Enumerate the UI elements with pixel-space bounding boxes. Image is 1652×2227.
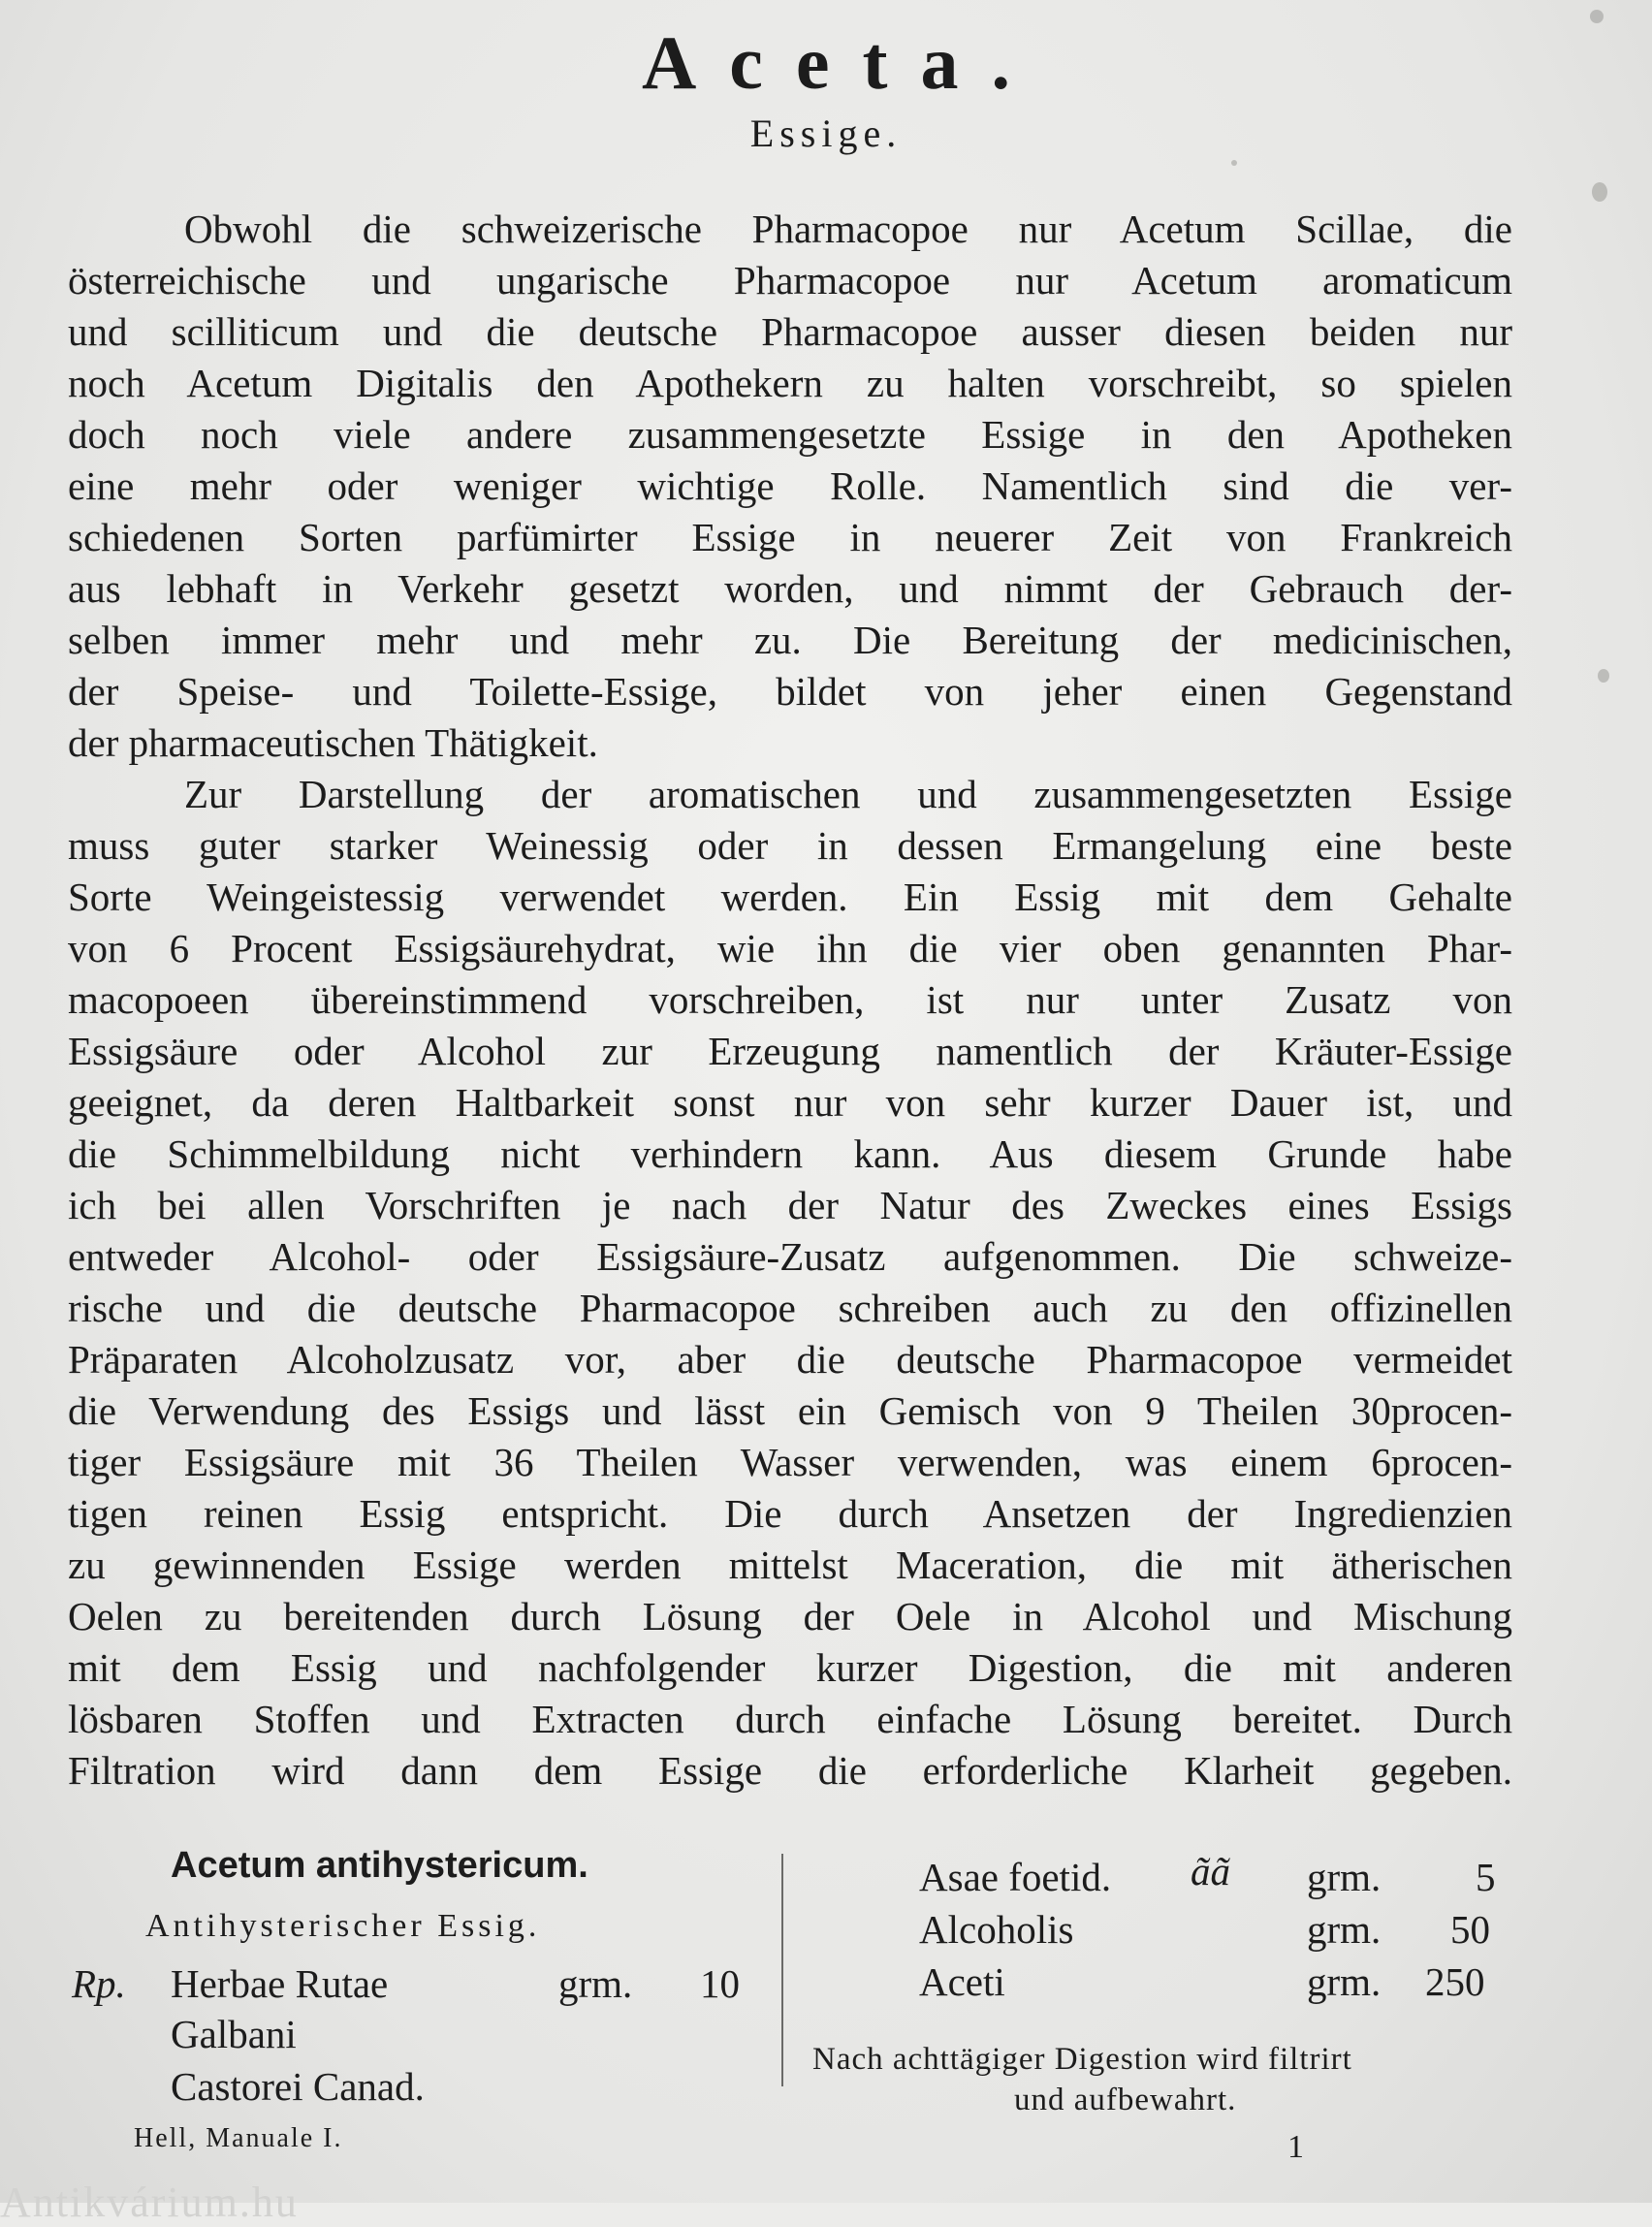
text-line: tiger Essigsäure mit 36 Theilen Wasser verwenden, was einem 6procen- [68,1440,1512,1484]
text-line: der Speise- und Toilette-Essige, bildet von jeher einen Gegenstand [68,669,1512,714]
text-line: doch noch viele andere zusammengesetzte Essige in den Apotheken [68,412,1512,457]
ingredient-unit: grm. [1307,1907,1382,1952]
text-line: österreichische und ungarische Pharmacopoe nur Acetum aromaticum [68,258,1512,302]
rp-mark: Rp. [72,1961,126,2006]
text-line: die Schimmelbildung nicht verhindern kann. Aus diesem Grunde habe [68,1131,1512,1176]
text-line: mit dem Essig und nachfolgender kurzer Digestion, die mit anderen [68,1645,1512,1690]
ingredient-qty: 10 [700,1961,740,2006]
text-line: schiedenen Sorten parfümirter Essige in neuerer Zeit von Frankreich [68,515,1512,559]
text-line: tigen reinen Essig entspricht. Die durch Ansetzen der Ingredienzien [68,1491,1512,1536]
text-line: die Verwendung des Essigs und lässt ein Gemisch von 9 Theilen 30procen- [68,1388,1512,1433]
ingredient-name: Castorei Canad. [171,2064,425,2109]
text-line: Präparaten Alcoholzusatz vor, aber die deutsche Pharmacopoe vermeidet [68,1337,1512,1382]
text-line: Essigsäure oder Alcohol zur Erzeugung namentlich der Kräuter-Essige [68,1029,1512,1073]
recipe-subtitle: Antihysterischer Essig. [145,1908,541,1944]
text-line: macopoeen übereinstimmend vorschreiben, ist nur unter Zusatz von [68,977,1512,1022]
recipe-title: Acetum antihystericum. [171,1845,588,1886]
text-line: Filtration wird dann dem Essige die erforderliche Klarheit gegeben. [68,1748,1512,1793]
text-line: muss guter starker Weinessig oder in dessen Ermangelung eine beste [68,823,1512,868]
text-line: lösbaren Stoffen und Extracten durch einfache Lösung bereitet. Durch [68,1697,1512,1741]
column-divider [781,1854,783,2086]
text-line: und scilliticum und die deutsche Pharmacopoe ausser diesen beiden nur [68,309,1512,354]
page-title: Aceta. [641,20,1044,105]
text-line: Obwohl die schweizerische Pharmacopoe nur Acetum Scillae, die [184,207,1512,251]
ingredient-name: Alcoholis [919,1907,1074,1952]
text-line: noch Acetum Digitalis den Apothekern zu halten vorschreibt, so spielen [68,361,1512,405]
text-line: der pharmaceutischen Thätigkeit. [68,720,598,765]
ingredient-unit: grm. [1307,1855,1382,1899]
text-line: Zur Darstellung der aromatischen und zusammengesetzten Essige [184,772,1512,816]
ingredient-qty: 50 [1450,1907,1490,1952]
ingredient-name: Asae foetid. [919,1855,1112,1899]
text-line: eine mehr oder weniger wichtige Rolle. Namentlich sind die ver- [68,463,1512,508]
page-number: 1 [1287,2129,1304,2165]
ingredient-qty: 5 [1476,1855,1496,1899]
ingredient-unit: grm. [558,1961,633,2006]
ingredient-name: Aceti [919,1959,1005,2004]
text-line: selben immer mehr und mehr zu. Die Bereitung der medicinischen, [68,618,1512,662]
ingredient-unit: grm. [1307,1959,1382,2004]
recipe-note: und aufbewahrt. [1014,2083,1237,2117]
text-line: geeignet, da deren Haltbarkeit sonst nur von sehr kurzer Dauer ist, und [68,1080,1512,1125]
signature: Hell, Manuale I. [134,2123,343,2153]
text-line: von 6 Procent Essigsäurehydrat, wie ihn die vier oben genannten Phar- [68,926,1512,970]
recipe-note: Nach achttägiger Digestion wird filtrirt [812,2042,1352,2077]
ingredient-name: Herbae Rutae [171,1961,389,2006]
text-line: Sorte Weingeistessig verwendet werden. Ein Essig mit dem Gehalte [68,875,1512,919]
text-line: rische und die deutsche Pharmacopoe schreiben auch zu den offizinellen [68,1286,1512,1330]
watermark: Antikvárium.hu [0,2179,299,2226]
ingredient-name: Galbani [171,2012,297,2056]
text-line: entweder Alcohol- oder Essigsäure-Zusatz aufgenommen. Die schweize- [68,1234,1512,1279]
ingredient-qty: 250 [1425,1959,1485,2004]
page-subtitle: Essige. [749,111,903,155]
text-line: ich bei allen Vorschriften je nach der Natur des Zweckes eines Essigs [68,1183,1512,1227]
text-line: Oelen zu bereitenden durch Lösung der Oele in Alcohol und Mischung [68,1594,1512,1638]
equal-parts-mark: ãã [1191,1849,1230,1893]
text-line: aus lebhaft in Verkehr gesetzt worden, und nimmt der Gebrauch der- [68,566,1512,611]
text-line: zu gewinnenden Essige werden mittelst Maceration, die mit ätherischen [68,1543,1512,1587]
